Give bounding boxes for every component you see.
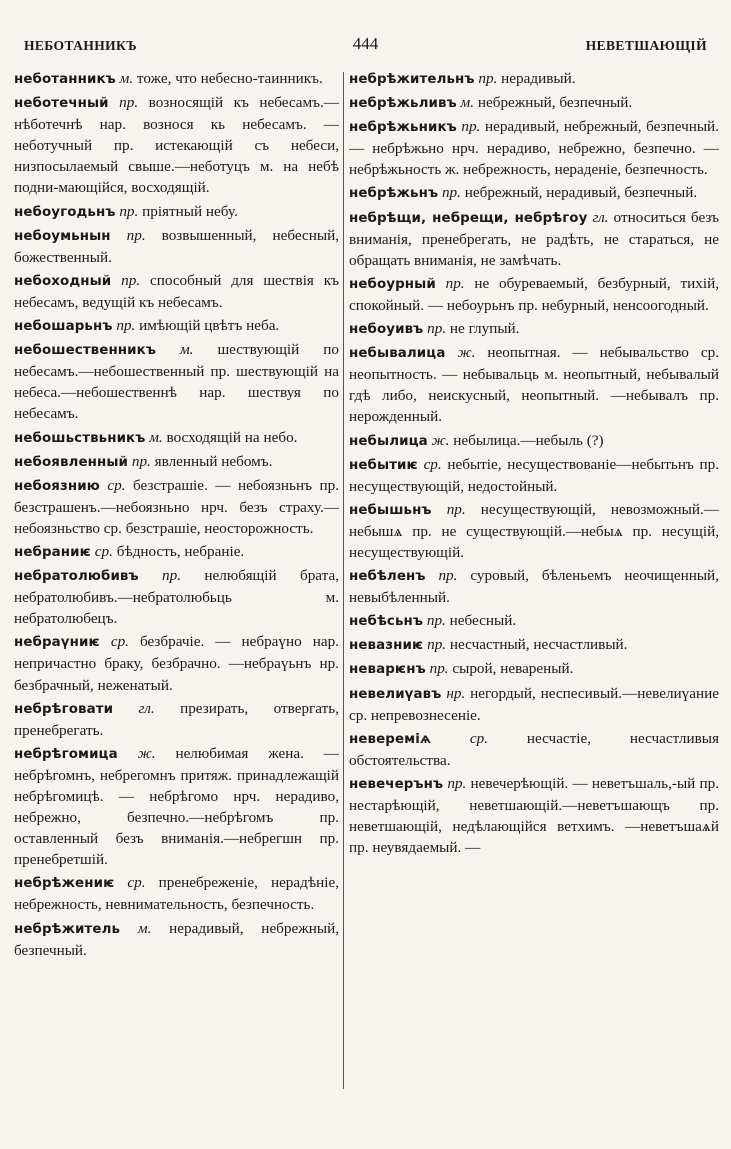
entry-definition: нелюбимая жена. — небрѣгомнъ, небрегомнъ притяж. принадлежащій небрѣгомицѣ. — небрѣгомо нрч. нерадиво, небрежно, безпечно.—небрѣгомъ пр. оставленный безъ вниманія.—небрегшн пр. пренебретшій. (14, 744, 339, 869)
entry-part-of-speech: пр. (443, 774, 467, 792)
entry-definition: бѣдность, небраніе. (112, 542, 245, 560)
entry-part-of-speech: пр. (110, 226, 146, 244)
entry-definition: безстрашіе. — небоязньнъ пр. безстрашенъ.—небоязньно нрч. безъ страху.—небоязньство ср. безстрашіе, неосторожность. (14, 476, 339, 537)
dictionary-entry (14, 339, 339, 424)
entry-part-of-speech: м. (456, 94, 475, 112)
entry-part-of-speech: гл. (587, 208, 609, 226)
entry-headword: небѣсьнъ (349, 614, 424, 630)
entry-definition: нелюбящій брата, небратолюбивъ.—небратолюбьць м. небратолюбецъ. (14, 567, 339, 628)
dictionary-entry (14, 541, 339, 563)
entry-definition: имѣющій цвѣтъ неба. (135, 317, 280, 335)
entry-part-of-speech: м. (145, 428, 163, 446)
entry-headword: небоявленный (14, 454, 129, 470)
entry-definition: сырой, невареный. (448, 660, 574, 678)
entry-part-of-speech: пр. (115, 202, 139, 220)
dictionary-entry (14, 565, 339, 629)
entry-part-of-speech: пр. (423, 636, 447, 654)
entry-part-of-speech: ср. (90, 542, 113, 560)
entry-headword: небышьнъ (349, 502, 432, 518)
entry-headword: небрѣщи, небрещи, небрѣгоу (349, 210, 588, 226)
entry-part-of-speech: пр. (112, 317, 136, 335)
entry-definition: способный для шествія къ небесамъ, ведущій къ небесамъ. (14, 271, 339, 311)
entry-definition: небытіе, несуществованіе—небытьнъ пр. несуществующій, недостойный. (349, 455, 719, 495)
entry-part-of-speech: ср. (431, 729, 489, 747)
entry-definition: несчастіе, несчастливыя обстоятельства. (349, 729, 719, 769)
entry-definition: нерадивый, небрежный, безпечный. — небрѣжьно нрч. нерадиво, небрежно, безпечно. — небрѣжьность ж. небрежность, нераденіе, безпечность. (349, 118, 719, 179)
entry-part-of-speech: ж. (445, 344, 476, 362)
entry-headword: небѣленъ (349, 569, 426, 585)
entry-headword: небоходный (14, 273, 112, 289)
entry-headword: небывалица (349, 346, 446, 362)
dictionary-entry (349, 728, 719, 771)
dictionary-entry (349, 342, 719, 427)
entry-headword: небраүниѥ (14, 635, 100, 651)
entry-headword: небошарьнъ (14, 319, 113, 335)
dictionary-entry (349, 499, 719, 563)
dictionary-entry (349, 116, 719, 180)
entry-definition: шествующій по небесамъ.—небошественный пр. шествующій на небеса.—небошественнѣ нар. шествуя по небесамъ. (14, 341, 339, 423)
entry-definition: не глупый. (446, 320, 520, 338)
dictionary-entry (349, 454, 719, 497)
entry-definition: безбрачіе. — небраүно нар. непричастно браку, безбрачно. —небраүьнъ нр. безбрачный, неженатый. (14, 633, 339, 694)
entry-headword: небоурный (349, 276, 436, 292)
dictionary-entry (14, 225, 339, 268)
entry-part-of-speech: пр. (474, 70, 498, 87)
dictionary-entry (14, 427, 339, 449)
entry-definition: тоже, что небесно-таинникъ. (133, 70, 323, 87)
entry-part-of-speech: ср. (99, 476, 126, 494)
dictionary-entry (14, 270, 339, 313)
dictionary-entry (349, 92, 719, 114)
dictionary-entry (14, 475, 339, 539)
dictionary-entry (349, 565, 719, 608)
entry-part-of-speech: ср. (114, 874, 146, 892)
left-column (14, 68, 339, 1109)
dictionary-entry (349, 683, 719, 726)
entry-part-of-speech: ср. (417, 455, 442, 473)
entry-definition: неопытная. — небывальство ср. неопытность. — небывальць м. неопытный, небывалый гдѣ либо, неискусный, неопытный. —небывалъ пр. нерожденный. (349, 344, 719, 426)
entry-definition: пренебреженіе, нерадѣніе, небрежность, невнимательность, безпечность. (14, 874, 339, 914)
dictionary-entry (14, 631, 339, 695)
entry-headword: небрѣжитель (14, 921, 121, 937)
entry-headword: небоугодьнъ (14, 204, 116, 220)
dictionary-entry (14, 872, 339, 915)
dictionary-entry (349, 430, 719, 452)
dictionary-entry (14, 68, 339, 90)
column-divider (343, 72, 344, 1089)
dictionary-entry (14, 315, 339, 337)
entry-definition: презирать, отвергать, пренебрегать. (14, 699, 339, 739)
entry-headword: неварѥнъ (349, 662, 426, 678)
dictionary-entry (14, 743, 339, 871)
dictionary-entry (349, 658, 719, 680)
dictionary-entry (14, 92, 339, 198)
entry-definition: не обуреваемый, безбурный, тихій, спокойный. — небоурьнъ пр. небурный, ненсоогодный. (349, 274, 719, 314)
page-number: 444 (352, 34, 379, 53)
entry-headword: небраниѥ (14, 544, 91, 560)
entry-headword: неботечный (14, 96, 109, 112)
right-column (349, 68, 719, 1109)
header-right-headword: НЕВЕТШАЮЩІЙ (585, 38, 707, 53)
entry-headword: небоязнию (14, 478, 100, 494)
entry-definition: пріятный небу. (138, 202, 238, 220)
dictionary-entry (14, 918, 339, 961)
entry-part-of-speech: пр. (108, 94, 139, 112)
entry-part-of-speech: пр. (423, 320, 447, 338)
entry-part-of-speech: пр. (425, 567, 458, 585)
entry-part-of-speech: м. (155, 341, 194, 359)
entry-headword: небошьствьникъ (14, 430, 146, 446)
entry-part-of-speech: м. (115, 70, 134, 87)
entry-part-of-speech: гл. (113, 699, 155, 717)
entry-headword: невазниѥ (349, 638, 424, 654)
entry-definition: суровый, бѣленьемъ неочищенный, невыбѣленный. (349, 567, 719, 607)
entry-part-of-speech: ж. (117, 744, 156, 762)
dictionary-entry (349, 634, 719, 656)
entry-headword: небрѣжьникъ (349, 120, 457, 136)
dictionary-entry (349, 207, 719, 271)
entry-definition: небрежный, безпечный. (474, 94, 633, 112)
dictionary-entry (349, 273, 719, 316)
entry-definition: нерадивый. (497, 70, 576, 87)
entry-part-of-speech: пр. (111, 271, 141, 289)
entry-definition: небылица.—небыль (?) (449, 431, 604, 449)
entry-definition: возвышенный, небесный, божественный. (14, 226, 339, 266)
entry-part-of-speech: ж. (427, 431, 450, 449)
entry-definition: несуществующій, невозможный.— небышѧ пр. не существующій.—небыѧ пр. несущій, несуществующій. (349, 500, 719, 561)
dictionary-entry (14, 451, 339, 473)
dictionary-entry (349, 318, 719, 340)
entry-headword: небрѣжьнъ (349, 186, 439, 202)
entry-definition: небрежный, нерадивый, безпечный. (460, 184, 698, 202)
running-header (24, 34, 707, 58)
entry-part-of-speech: пр. (438, 184, 461, 202)
entry-definition: восходящій на небо. (162, 428, 298, 446)
entry-headword: небытиѥ (349, 457, 418, 473)
entry-headword: небрѣговати (14, 701, 114, 717)
entry-definition: невечерѣющій. — неветъшаль,-ый пр. нестарѣющій, неветшающій.—неветъшающъ пр. неветшающій, недѣлающійся ветхимъ. —неветъшаѧй пр. неувядаемый. — (349, 774, 719, 857)
entry-definition: несчастный, несчастливый. (446, 636, 628, 654)
entry-part-of-speech: пр. (435, 274, 465, 292)
entry-part-of-speech: пр. (425, 660, 449, 678)
entry-part-of-speech: пр. (456, 118, 481, 136)
entry-part-of-speech: ср. (99, 633, 129, 651)
entry-headword: небрѣжительнъ (349, 72, 475, 87)
entry-headword: небошественникъ (14, 343, 156, 359)
dictionary-entry (14, 698, 339, 741)
entry-headword: неботанникъ (14, 72, 116, 87)
entry-part-of-speech: пр. (431, 500, 466, 518)
dictionary-entry (349, 610, 719, 632)
entry-part-of-speech: пр. (423, 612, 446, 630)
entry-definition: негордый, неспесивый.—невелиүание ср. непревознесеніе. (349, 684, 719, 724)
entry-headword: небоуивъ (349, 322, 424, 338)
entry-headword: невечерънъ (349, 776, 444, 792)
entry-headword: небрѣжениѥ (14, 876, 115, 892)
entry-part-of-speech: м. (120, 919, 152, 937)
entry-headword: небратолюбивъ (14, 569, 139, 585)
entry-headword: невелиүавъ (349, 686, 442, 702)
entry-headword: небылица (349, 433, 428, 449)
entry-headword: небоумьнын (14, 228, 111, 244)
entry-definition: явленный небомъ. (150, 452, 273, 470)
header-left-headword: НЕБОТАННИКЪ (24, 38, 137, 53)
entry-definition: нерадивый, небрежный, безпечный. (14, 919, 339, 959)
entry-headword: невереміѧ (349, 731, 432, 747)
entry-definition: небесный. (445, 612, 517, 630)
entry-definition: возносящій къ небесамъ.—нѣботечнѣ нар. вознося кь небесамъ. — неботучный пр. истекающій съ небеси, низпосылаемый свыше.—неботуцъ м. на небѣ подни-мающійся, восходящій. (14, 94, 339, 197)
dictionary-entry (349, 773, 719, 858)
entry-headword: небрѣжьливъ (349, 96, 457, 112)
dictionary-entry (349, 68, 719, 90)
dictionary-entry (349, 182, 719, 204)
entry-part-of-speech: нр. (441, 684, 466, 702)
dictionary-entry (14, 201, 339, 223)
entry-headword: небрѣгомица (14, 746, 118, 762)
entry-definition: относиться безъ вниманія, пренебрегать, не радѣть, не стараться, не обращать вниманія, не замѣчать. (349, 208, 719, 269)
entry-part-of-speech: пр. (128, 452, 151, 470)
entry-part-of-speech: пр. (138, 567, 182, 585)
